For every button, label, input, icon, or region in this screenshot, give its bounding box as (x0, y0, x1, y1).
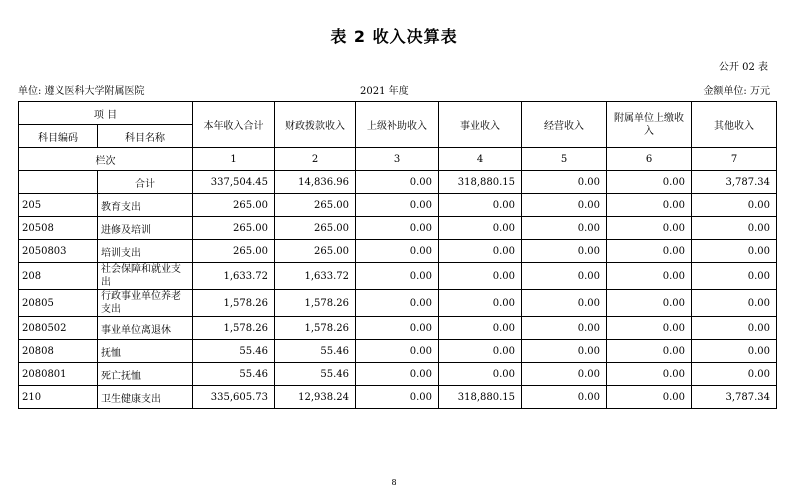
name-cell: 抚恤 (98, 340, 193, 363)
code-cell: 2050803 (19, 240, 98, 263)
form-code: 公开 02 表 (718, 62, 768, 73)
value-cell: 0.00 (356, 290, 439, 317)
header-other: 其他收入 (692, 102, 777, 148)
header-superior: 上级补助收入 (356, 102, 439, 148)
code-cell: 2080801 (19, 363, 98, 386)
value-cell: 265.00 (193, 240, 275, 263)
code-cell: 20805 (19, 290, 98, 317)
col-num: 6 (607, 148, 692, 171)
value-cell: 0.00 (522, 290, 607, 317)
value-cell: 0.00 (439, 317, 522, 340)
value-cell: 0.00 (692, 290, 777, 317)
table-row (19, 290, 777, 317)
value-cell: 0.00 (522, 240, 607, 263)
value-cell: 265.00 (275, 240, 356, 263)
name-cell: 教育支出 (98, 194, 193, 217)
name-cell: 死亡抚恤 (98, 363, 193, 386)
value-cell: 0.00 (607, 363, 692, 386)
value-cell: 265.00 (193, 194, 275, 217)
value-cell: 55.46 (275, 363, 356, 386)
value-cell: 0.00 (356, 194, 439, 217)
value-cell: 265.00 (275, 194, 356, 217)
header-affiliated: 附属单位上缴收入 (607, 102, 692, 148)
value-cell: 0.00 (356, 386, 439, 409)
value-cell: 0.00 (522, 171, 607, 194)
money-unit: 金额单位: 万元 (703, 86, 770, 97)
value-cell: 0.00 (607, 317, 692, 340)
value-cell: 55.46 (193, 340, 275, 363)
report-title: 表 2 收入决算表 (330, 27, 458, 46)
name-cell: 事业单位离退休 (98, 317, 193, 340)
value-cell: 0.00 (692, 363, 777, 386)
value-cell: 0.00 (607, 386, 692, 409)
value-cell: 55.46 (275, 340, 356, 363)
value-cell: 0.00 (439, 240, 522, 263)
header-business: 事业收入 (439, 102, 522, 148)
value-cell: 0.00 (692, 240, 777, 263)
header-item: 项 目 (19, 102, 193, 125)
value-cell: 0.00 (356, 340, 439, 363)
value-cell: 0.00 (607, 240, 692, 263)
header-fiscal: 财政拨款收入 (275, 102, 356, 148)
value-cell: 0.00 (607, 290, 692, 317)
value-cell: 0.00 (522, 194, 607, 217)
value-cell: 0.00 (607, 263, 692, 290)
fiscal-year: 2021 年度 (360, 86, 409, 97)
page-number: 8 (391, 478, 397, 487)
value-cell: 337,504.45 (193, 171, 275, 194)
col-num: 1 (193, 148, 275, 171)
value-cell: 335,605.73 (193, 386, 275, 409)
value-cell: 0.00 (522, 217, 607, 240)
value-cell: 0.00 (356, 263, 439, 290)
value-cell: 0.00 (607, 171, 692, 194)
value-cell: 0.00 (356, 171, 439, 194)
value-cell: 1,633.72 (275, 263, 356, 290)
value-cell: 0.00 (439, 340, 522, 363)
value-cell: 0.00 (607, 217, 692, 240)
header-total: 本年收入合计 (193, 102, 275, 148)
name-cell: 培训支出 (98, 240, 193, 263)
value-cell: 0.00 (439, 363, 522, 386)
value-cell: 0.00 (692, 340, 777, 363)
value-cell: 0.00 (439, 290, 522, 317)
value-cell: 12,938.24 (275, 386, 356, 409)
value-cell: 0.00 (356, 217, 439, 240)
value-cell: 318,880.15 (439, 386, 522, 409)
value-cell: 0.00 (607, 340, 692, 363)
table-row (19, 240, 777, 263)
header-col-no: 栏次 (19, 148, 193, 171)
value-cell: 0.00 (692, 317, 777, 340)
value-cell: 0.00 (439, 217, 522, 240)
col-num: 3 (356, 148, 439, 171)
table-row (19, 194, 777, 217)
value-cell: 0.00 (356, 363, 439, 386)
name-cell: 社会保障和就业支出 (98, 263, 193, 290)
col-num: 5 (522, 148, 607, 171)
value-cell: 1,633.72 (193, 263, 275, 290)
unit-label: 单位: 遵义医科大学附属医院 (18, 86, 145, 97)
value-cell: 0.00 (439, 263, 522, 290)
table-row (19, 171, 777, 194)
value-cell: 1,578.26 (275, 317, 356, 340)
table-row (19, 263, 777, 290)
header-code: 科目编码 (19, 125, 98, 148)
code-cell: 205 (19, 194, 98, 217)
value-cell: 0.00 (522, 263, 607, 290)
value-cell: 0.00 (356, 317, 439, 340)
value-cell: 0.00 (607, 194, 692, 217)
value-cell: 0.00 (522, 340, 607, 363)
code-cell: 210 (19, 386, 98, 409)
report-info-line (18, 82, 770, 96)
value-cell: 318,880.15 (439, 171, 522, 194)
value-cell: 0.00 (692, 194, 777, 217)
header-name: 科目名称 (98, 125, 193, 148)
table-row (19, 386, 777, 409)
value-cell: 265.00 (275, 217, 356, 240)
table-row (19, 217, 777, 240)
col-num: 7 (692, 148, 777, 171)
value-cell: 3,787.34 (692, 171, 777, 194)
value-cell: 0.00 (522, 363, 607, 386)
value-cell: 265.00 (193, 217, 275, 240)
header-operating: 经营收入 (522, 102, 607, 148)
col-num: 2 (275, 148, 356, 171)
name-cell: 进修及培训 (98, 217, 193, 240)
code-cell: 208 (19, 263, 98, 290)
value-cell: 55.46 (193, 363, 275, 386)
value-cell: 14,836.96 (275, 171, 356, 194)
value-cell: 1,578.26 (193, 290, 275, 317)
value-cell: 0.00 (692, 263, 777, 290)
value-cell: 0.00 (522, 317, 607, 340)
income-table (18, 101, 777, 409)
name-cell: 合计 (98, 171, 193, 194)
value-cell: 0.00 (692, 217, 777, 240)
value-cell: 0.00 (356, 240, 439, 263)
code-cell: 2080502 (19, 317, 98, 340)
value-cell: 1,578.26 (193, 317, 275, 340)
code-cell: 20808 (19, 340, 98, 363)
table-row (19, 317, 777, 340)
code-cell (19, 171, 98, 194)
table-row (19, 363, 777, 386)
name-cell: 卫生健康支出 (98, 386, 193, 409)
table-row (19, 340, 777, 363)
col-num: 4 (439, 148, 522, 171)
value-cell: 0.00 (439, 194, 522, 217)
value-cell: 3,787.34 (692, 386, 777, 409)
value-cell: 0.00 (522, 386, 607, 409)
code-cell: 20508 (19, 217, 98, 240)
name-cell: 行政事业单位养老支出 (98, 290, 193, 317)
value-cell: 1,578.26 (275, 290, 356, 317)
